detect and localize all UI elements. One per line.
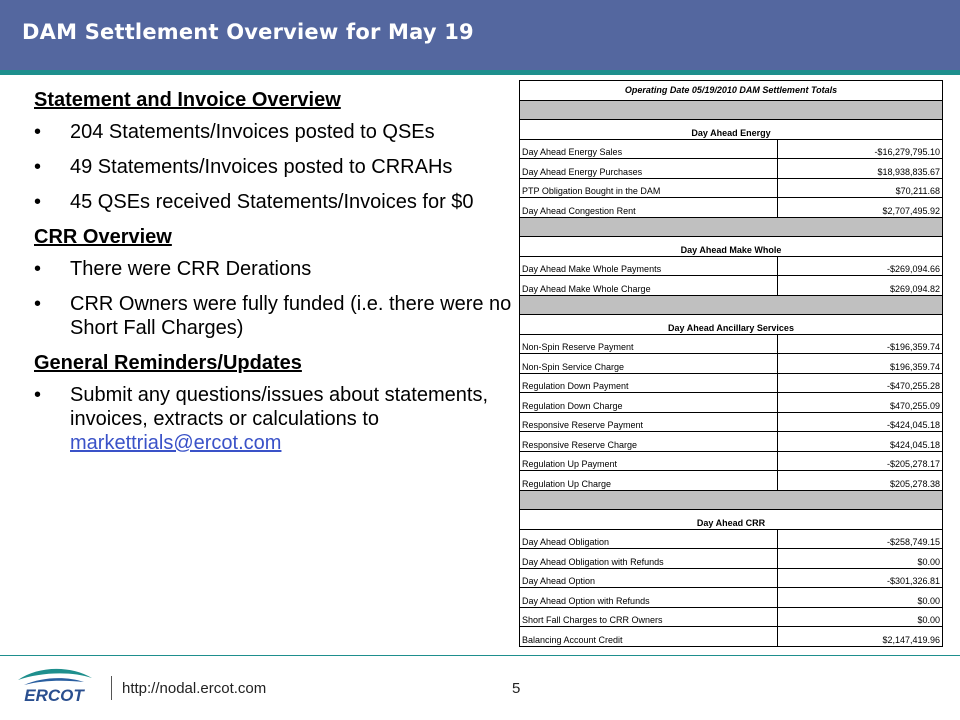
row-label: Day Ahead Make Whole Payments	[520, 256, 778, 276]
row-label: Regulation Up Payment	[520, 451, 778, 471]
row-value: -$16,279,795.10	[778, 139, 943, 159]
table-row	[520, 432, 943, 452]
row-value: $18,938,835.67	[778, 159, 943, 179]
row-label: Responsive Reserve Payment	[520, 412, 778, 432]
row-value: $424,045.18	[778, 432, 943, 452]
table-row	[520, 412, 943, 432]
footer-separator	[111, 676, 112, 700]
row-value: $2,707,495.92	[778, 198, 943, 218]
row-value: $0.00	[778, 607, 943, 627]
table-row	[520, 627, 943, 647]
table-title-row	[520, 81, 943, 101]
spacer-cell	[520, 217, 943, 237]
row-value: -$205,278.17	[778, 451, 943, 471]
section-heading-statements: Statement and Invoice Overview	[34, 89, 341, 111]
table-row	[520, 451, 943, 471]
row-value: -$258,749.15	[778, 529, 943, 549]
row-value: -$196,359.74	[778, 334, 943, 354]
table-section-row	[520, 237, 943, 257]
ercot-logo	[14, 666, 94, 706]
row-value: -$424,045.18	[778, 412, 943, 432]
row-label: Short Fall Charges to CRR Owners	[520, 607, 778, 627]
table-spacer-row	[520, 295, 943, 315]
svg-text:ERCOT: ERCOT	[24, 686, 84, 705]
row-value: $2,147,419.96	[778, 627, 943, 647]
table-section-row	[520, 510, 943, 530]
table-row	[520, 139, 943, 159]
row-value: $196,359.74	[778, 354, 943, 374]
spacer-cell	[520, 100, 943, 120]
table-row	[520, 373, 943, 393]
row-value: -$470,255.28	[778, 373, 943, 393]
table-row	[520, 549, 943, 569]
section-header-cell: Day Ahead Make Whole	[520, 237, 943, 257]
row-value: $205,278.38	[778, 471, 943, 491]
row-value: $269,094.82	[778, 276, 943, 296]
slide-content	[34, 88, 516, 466]
spacer-cell	[520, 490, 943, 510]
row-value: -$269,094.66	[778, 256, 943, 276]
table-row	[520, 159, 943, 179]
table-row	[520, 588, 943, 608]
footer-divider	[0, 655, 960, 656]
spacer-cell	[520, 295, 943, 315]
table-row	[520, 393, 943, 413]
row-label: Day Ahead Obligation with Refunds	[520, 549, 778, 569]
email-link[interactable]: markettrials@ercot.com	[70, 432, 282, 454]
section-header-cell: Day Ahead Energy	[520, 120, 943, 140]
table-row	[520, 198, 943, 218]
title-bar	[0, 0, 960, 70]
row-label: Regulation Down Charge	[520, 393, 778, 413]
table-row	[520, 529, 943, 549]
section-heading-reminders: General Reminders/Updates	[34, 352, 302, 374]
bullet-item: • 45 QSEs received Statements/Invoices for $0	[34, 190, 516, 214]
row-label: Balancing Account Credit	[520, 627, 778, 647]
row-value: $0.00	[778, 549, 943, 569]
bullet-item	[34, 383, 516, 455]
row-label: Day Ahead Energy Purchases	[520, 159, 778, 179]
section-header-cell: Day Ahead CRR	[520, 510, 943, 530]
table-row	[520, 276, 943, 296]
footer-url: http://nodal.ercot.com	[122, 680, 267, 697]
table-title: Operating Date 05/19/2010 DAM Settlement Totals	[520, 81, 943, 101]
table-section-row	[520, 315, 943, 335]
table-row	[520, 354, 943, 374]
slide-title: DAM Settlement Overview for May 19	[22, 20, 474, 44]
bullet-item: • 204 Statements/Invoices posted to QSEs	[34, 120, 516, 144]
settlement-totals-table	[519, 80, 943, 647]
statements-bullet-list	[34, 120, 516, 214]
row-label: Day Ahead Obligation	[520, 529, 778, 549]
reminders-bullet-list	[34, 383, 516, 455]
bullet-item: • There were CRR Derations	[34, 257, 516, 281]
title-divider	[0, 70, 960, 75]
table-row	[520, 178, 943, 198]
row-value: $0.00	[778, 588, 943, 608]
table-row	[520, 256, 943, 276]
page-number: 5	[512, 680, 521, 697]
table-row	[520, 568, 943, 588]
row-label: Non-Spin Reserve Payment	[520, 334, 778, 354]
row-label: Responsive Reserve Charge	[520, 432, 778, 452]
bullet-item: • 49 Statements/Invoices posted to CRRAHs	[34, 155, 516, 179]
row-label: PTP Obligation Bought in the DAM	[520, 178, 778, 198]
table-spacer-row	[520, 490, 943, 510]
table-row	[520, 471, 943, 491]
table-row	[520, 607, 943, 627]
table-row	[520, 334, 943, 354]
table-spacer-row	[520, 217, 943, 237]
section-header-cell: Day Ahead Ancillary Services	[520, 315, 943, 335]
row-value: $70,211.68	[778, 178, 943, 198]
row-label: Day Ahead Energy Sales	[520, 139, 778, 159]
row-label: Day Ahead Make Whole Charge	[520, 276, 778, 296]
section-heading-crr: CRR Overview	[34, 226, 172, 248]
reminder-text: Submit any questions/issues about statements, invoices, extracts or calculations to	[70, 384, 489, 430]
row-label: Day Ahead Option	[520, 568, 778, 588]
row-label: Regulation Down Payment	[520, 373, 778, 393]
row-value: $470,255.09	[778, 393, 943, 413]
row-value: -$301,326.81	[778, 568, 943, 588]
row-label: Non-Spin Service Charge	[520, 354, 778, 374]
row-label: Day Ahead Congestion Rent	[520, 198, 778, 218]
bullet-item: • CRR Owners were fully funded (i.e. there were no Short Fall Charges)	[34, 292, 516, 340]
row-label: Day Ahead Option with Refunds	[520, 588, 778, 608]
crr-bullet-list	[34, 257, 516, 340]
row-label: Regulation Up Charge	[520, 471, 778, 491]
table-section-row	[520, 120, 943, 140]
table-spacer-row	[520, 100, 943, 120]
